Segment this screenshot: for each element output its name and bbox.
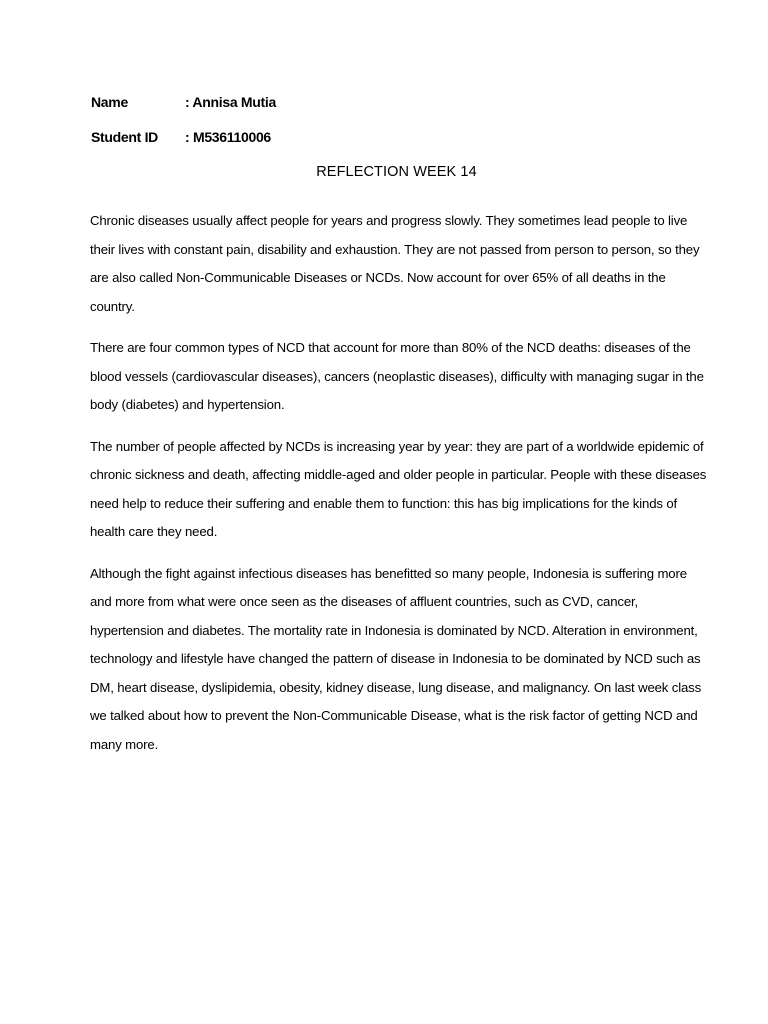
student-id-value: : M536110006 (185, 129, 271, 145)
paragraph-4: Although the fight against infectious diseases has benefitted so many people, Indonesia is suffering more and more from what were once seen as the diseases of affluent countries, such as CVD, cancer, hypertension and diabetes. The mortality rate in Indonesia is dominated by NCD. Alteration in environment, technology and lifestyle have changed the pattern of disease in Indonesia to be dominated by NCD such as DM, heart disease, dyslipidemia, obesity, kidney disease, lung disease, and malignancy. On last week class we talked about how to prevent the Non-Communicable Disease, what is the risk factor of getting NCD and many more. (90, 565, 702, 752)
student-id-label: Student ID (91, 129, 158, 145)
student-id-row (91, 128, 271, 146)
document-title: REFLECTION WEEK 14 (316, 164, 477, 180)
paragraph-2: There are four common types of NCD that account for more than 80% of the NCD deaths: diseases of the blood vessels (cardiovascular diseases), cancers (neoplastic diseases), difficulty with managing sugar in the body (diabetes) and hypertension. (90, 340, 704, 412)
name-row (91, 93, 276, 111)
name-label: Name (91, 94, 128, 110)
paragraph-1: Chronic diseases usually affect people for years and progress slowly. They sometimes lead people to live their lives with constant pain, disability and exhaustion. They are not passed from person to person, so they are also called Non-Communicable Diseases or NCDs. Now account for over 65% of all deaths in the country. (90, 213, 700, 314)
paragraph-3: The number of people affected by NCDs is increasing year by year: they are part of a worldwide epidemic of chronic sickness and death, affecting middle-aged and older people in particular. People with these diseases need help to reduce their suffering and enable them to function: this has big implications for the kinds of health care they need. (90, 438, 707, 539)
name-value: : Annisa Mutia (185, 94, 276, 110)
document-body (90, 207, 710, 772)
